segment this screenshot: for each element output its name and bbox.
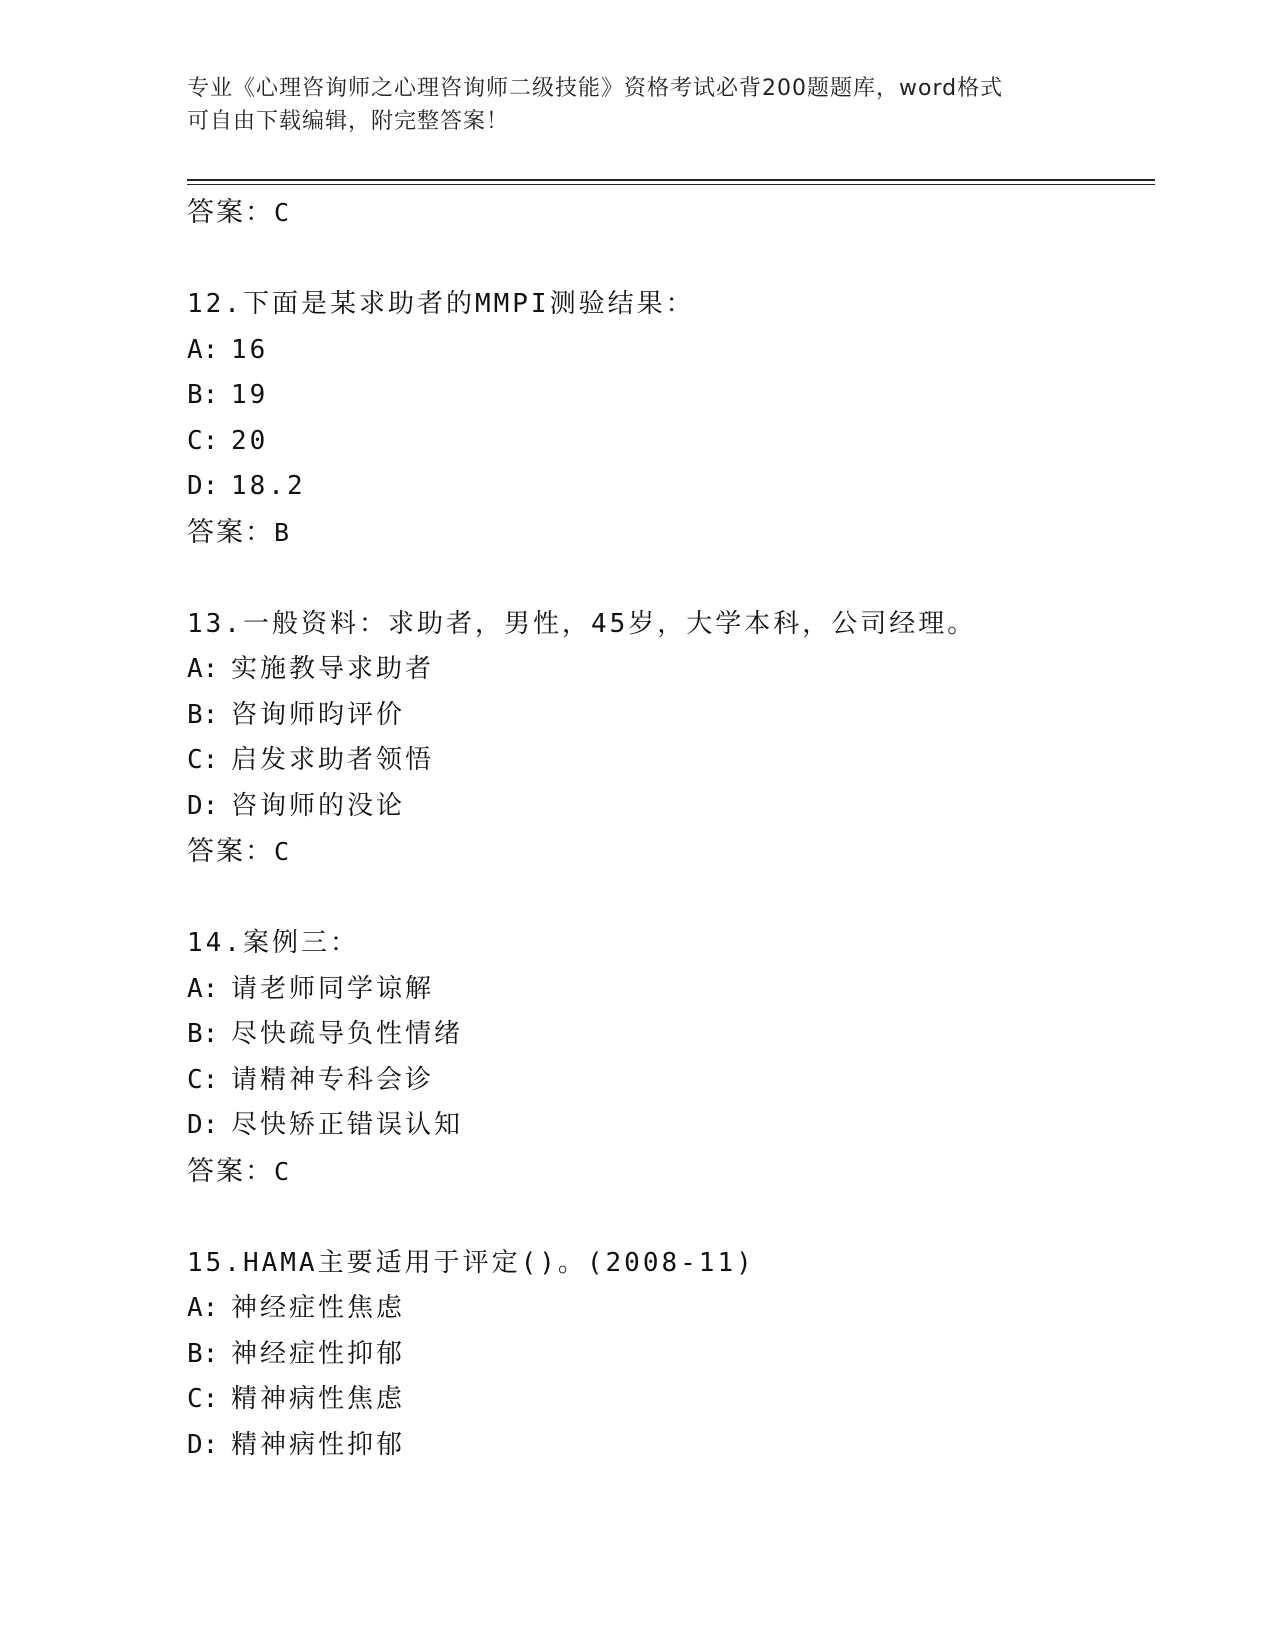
option-a [187, 1286, 1155, 1332]
option-text: 咨询师昀评价 [231, 699, 406, 730]
spacer [187, 1194, 1155, 1241]
answer-line [187, 190, 1155, 235]
option-a [187, 328, 1155, 374]
answer-line [187, 510, 1155, 555]
option-key: B: [187, 699, 219, 730]
option-key: D: [187, 790, 219, 821]
option-key: B: [187, 1338, 219, 1369]
option-key: C: [187, 745, 219, 775]
question-title: 12.下面是某求助者的MMPI测验结果： [187, 289, 695, 319]
option-text: 实施教导求助者 [231, 654, 435, 684]
option-d [187, 1423, 1155, 1469]
header-divider [187, 179, 1155, 181]
header-divider-thin [187, 184, 1155, 185]
option-key: C: [187, 1384, 219, 1414]
option-b [187, 693, 1155, 739]
question-title: 15.HAMA主要适用于评定()。(2008-11) [187, 1247, 755, 1278]
spacer [187, 555, 1155, 602]
question-block [187, 921, 1155, 1194]
option-d [187, 784, 1155, 830]
option-text: 18.2 [231, 471, 306, 501]
option-text: 神经症性焦虑 [231, 1293, 406, 1323]
answer-value: B [274, 517, 292, 547]
answer-label: 答案： [187, 516, 274, 548]
option-text: 咨询师的没论 [231, 790, 406, 821]
header-line-2: 可自由下载编辑，附完整答案！ [187, 109, 510, 134]
header-line-1: 专业《心理咨询师之心理咨询师二级技能》资格考试必背200题题库，word格式 [187, 76, 1004, 101]
option-d [187, 1103, 1155, 1149]
option-b [187, 1332, 1155, 1378]
question-title: 14.案例三： [187, 928, 359, 958]
option-a [187, 647, 1155, 693]
page-header [187, 72, 1087, 138]
option-text: 请精神专科会诊 [231, 1064, 435, 1095]
option-c [187, 419, 1155, 465]
option-key: C: [187, 1064, 219, 1095]
option-c [187, 738, 1155, 784]
answer-label: 答案： [187, 836, 274, 867]
option-text: 请老师同学谅解 [231, 973, 435, 1004]
answer-value: C [274, 837, 292, 866]
option-key: D: [187, 1110, 219, 1140]
option-key: A: [187, 1293, 219, 1323]
answer-label: 答案： [187, 197, 274, 228]
option-text: 16 [231, 334, 269, 365]
option-b [187, 1012, 1155, 1058]
option-key: D: [187, 471, 219, 501]
option-key: C: [187, 425, 219, 456]
option-text: 尽快矫正错误认知 [231, 1110, 464, 1140]
answer-line [187, 829, 1155, 874]
spacer [187, 235, 1155, 282]
question-title: 13.一般资料：求助者，男性，45岁，大学本科，公司经理。 [187, 608, 977, 639]
question-block [187, 602, 1155, 875]
option-c [187, 1377, 1155, 1423]
answer-line [187, 1149, 1155, 1194]
option-text: 神经症性抑郁 [231, 1338, 406, 1369]
option-key: A: [187, 654, 219, 684]
option-text: 精神病性抑郁 [231, 1429, 406, 1460]
option-key: D: [187, 1429, 219, 1460]
answer-value: C [274, 198, 292, 227]
question-block [187, 282, 1155, 555]
option-a [187, 967, 1155, 1013]
spacer [187, 874, 1155, 921]
option-text: 精神病性焦虑 [231, 1384, 406, 1414]
option-text: 启发求助者领悟 [231, 745, 435, 775]
option-text: 尽快疏导负性情绪 [231, 1019, 464, 1049]
question-block [187, 1241, 1155, 1469]
option-key: A: [187, 334, 219, 365]
answer-value: C [274, 1156, 292, 1186]
option-key: A: [187, 973, 219, 1004]
option-text: 19 [231, 380, 269, 410]
option-c [187, 1058, 1155, 1104]
answer-label: 答案： [187, 1155, 274, 1187]
option-key: B: [187, 1019, 219, 1049]
document-body [187, 190, 1155, 1468]
option-d [187, 464, 1155, 510]
option-text: 20 [231, 425, 269, 456]
option-b [187, 373, 1155, 419]
option-key: B: [187, 380, 219, 410]
